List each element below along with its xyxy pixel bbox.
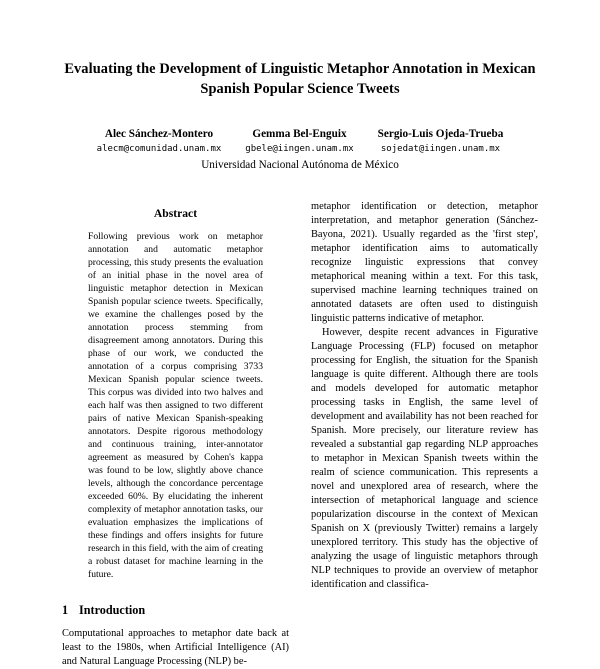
right-column-paragraph-2: However, despite recent advances in Figurative Language Processing (FLP) focused on metaphor processing for English, the situation for the Spanish language is quite different. Although there are tools and models developed for automatic metaphor processing tasks in English, the same level of development and availability has not been reached for Spanish. More precisely, our literature review has revealed a substantial gap regarding NLP approaches to metaphor in Mexican Spanish tweets within the realm of science communication. This represents a novel and unexplored area of research, where the intersection of metaphorical language and science popularization discourse in the context of Mexican Spanish on X (previously Twitter) remains a largely unexplored territory. This study has the objective of analyzing the usage of linguistic metaphors through NLP techniques to provide an overview of metaphor identification and classifica- bbox=[311, 326, 538, 590]
author-list bbox=[0, 127, 600, 157]
two-column-body bbox=[0, 200, 600, 667]
author-name: Sergio-Luis Ojeda-Trueba bbox=[377, 127, 504, 140]
section-title: Introduction bbox=[79, 602, 146, 617]
author-entry bbox=[233, 127, 365, 157]
title-block bbox=[0, 0, 600, 174]
author-entry bbox=[85, 127, 234, 157]
introduction-heading bbox=[62, 603, 289, 618]
author-email: sojedat@iingen.unam.mx bbox=[380, 143, 501, 154]
left-column bbox=[62, 200, 289, 667]
author-name: Alec Sánchez-Montero bbox=[104, 127, 214, 140]
author-entry bbox=[366, 127, 516, 157]
right-column-paragraph-1: metaphor identification or detection, metaphor interpretation, and metaphor generation (Sánchez-Bayona, 2021). Usually regarded as the 'first step', metaphor identification aims to automatically recognize linguistic expressions that convey metaphorical meaning within a text. For this task, supervised machine learning techniques trained on annotated datasets are often used to distinguish linguistic patterns indicative of metaphor. bbox=[311, 201, 538, 324]
right-column bbox=[311, 200, 538, 600]
author-name: Gemma Bel-Enguix bbox=[252, 127, 347, 140]
page-title: Evaluating the Development of Linguistic Metaphor Annotation in Mexican Spanish Popular Science Tweets bbox=[64, 61, 536, 97]
abstract-text: Following previous work on metaphor annotation and automatic metaphor processing, this study presents the evaluation of an initial phase in the novel area of linguistic metaphor detection in Mexican Spanish popular science tweets. Specifically, we examine the challenges posed by the annotation process stemming from disagreement among annotators. During this phase of our work, we conducted the annotation of a corpus comprising 3733 Mexican Spanish popular science tweets. This corpus was divided into two halves and each half was then assigned to two different pairs of native Mexican Spanish-speaking annotators. Despite rigorous methodology and continuous training, inter-annotator agreement as measured by Cohen's kappa was found to be low, slightly above chance levels, although the concordance percentage exceeded 60%. By elucidating the inherent complexity of metaphor annotation tasks, our evaluation emphasizes the implications of these findings and offers insights for future research in this field, with the aim of creating a robust dataset for machine learning in the future. bbox=[88, 231, 263, 580]
introduction-paragraph: Computational approaches to metaphor date back at least to the 1980s, when Artificial Intelligence (AI) and Natural Language Processing (NLP) be- bbox=[62, 627, 289, 667]
abstract-heading: Abstract bbox=[153, 207, 198, 220]
abstract-block bbox=[88, 207, 263, 582]
author-email: gbele@iingen.unam.mx bbox=[245, 143, 354, 154]
author-email: alecm@comunidad.unam.mx bbox=[96, 143, 222, 154]
section-number: 1 bbox=[62, 602, 69, 617]
affiliation: Universidad Nacional Autónoma de México bbox=[201, 159, 399, 172]
